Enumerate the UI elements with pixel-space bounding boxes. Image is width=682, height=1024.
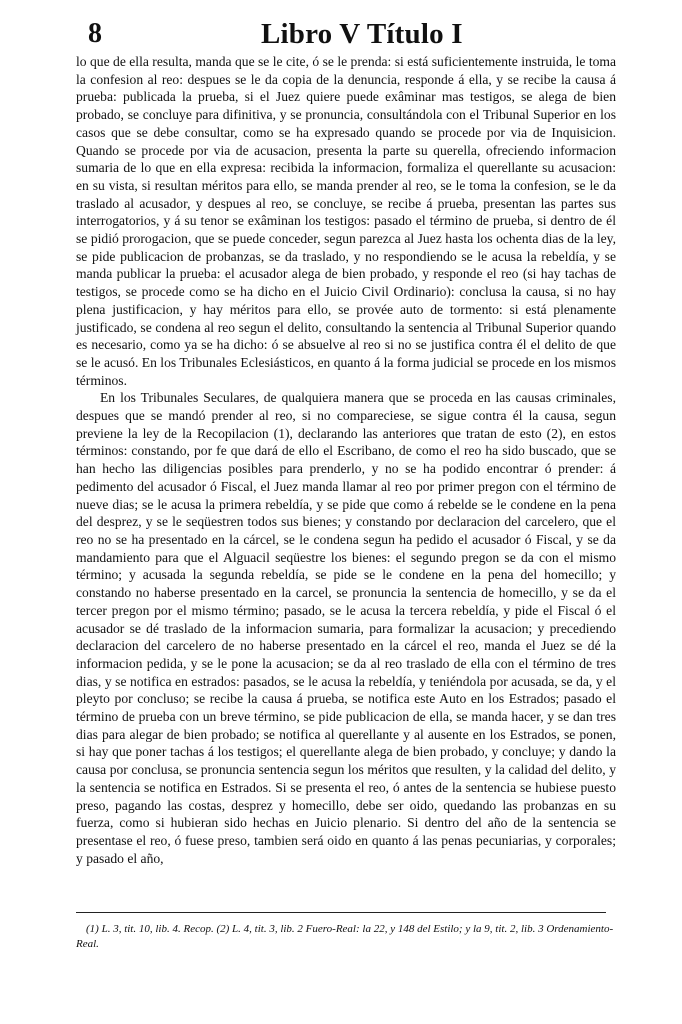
page-header <box>76 18 616 52</box>
page-number: 8 <box>88 18 102 49</box>
footnote-divider <box>76 912 606 913</box>
footnote-text: (1) L. 3, tit. 10, lib. 4. Recop. (2) L. 4, tit. 3, lib. 2 Fuero-Real: la 22, y 148 del Estilo; y la 9, tit. 2, lib. 3 Ordenamiento-Real. <box>76 923 614 950</box>
body-text <box>76 53 616 867</box>
body-paragraph: lo que de ella resulta, manda que se le cite, ó se le prenda: si está suficientemente instruida, le toma la confesion al reo: despues se le da copia de la denuncia, responde á ella, y se recibe la causa á prueba: publicada la prueba, si el Juez quiere puede exâminar mas testigos, se alega de bien probado, se concluye para difinitiva, y se pronuncia, consultándola con el Tribunal Superior en los casos que se debe consultar, como se ha expresado quando se procede por via de Inquisicion. Quando se procede por via de acusacion, presenta la parte su querella, ofreciendo informacion sumaria de lo que en ella expresa: recibida la informacion, formaliza el querellante su acusacion: en su vista, si resultan méritos para ello, se manda prender al reo, se le toma la confesion, se le da traslado al acusador, y despues al reo, se concluye, se recibe á prueba, presentan las partes sus interrogatorios, y á su tenor se exâminan los testigos: pasado el término de prueba, si dentro de él se pidió prorogacion, que se puede conceder, segun parezca al Juez hasta los ochenta dias de la ley, se pide publicacion de probanzas, se da traslado, y no respondiendo se le acusa la rebeldía, y se manda publicar la prueba: el acusador alega de bien probado, y responde el reo (si hay tachas de testigos, se procede como se ha dicho en el Juicio Civil Ordinario): conclusa la causa, si no hay plena justificacion, y hay méritos para ello, se provée auto de tormento: si está plenamente justificado, se condena al reo segun el delito, consultando la sentencia al Tribunal Superior quando es necesario, como ya se ha dicho: ó se absuelve al reo si no se justifica contra él el delito de que se le acusó. En los Tribunales Eclesiásticos, en quanto á la forma judicial se procede en los mismos términos. <box>76 54 616 388</box>
running-head: Libro V Título I <box>261 18 463 50</box>
book-page <box>76 0 616 1024</box>
body-paragraph: En los Tribunales Seculares, de qualquiera manera que se proceda en las causas criminales, despues que se mandó prender al reo, si no compareciese, se sigue contra él la causa, segun previene la ley de la Recopilacion (1), declarando las anteriores que tratan de esto (2), en estos términos: constando, por fe que dará de ello el Escribano, de como el reo ha sido buscado, que se han hecho las diligencias posibles para prenderlo, y no se ha podido encontrar ó prender: á pedimento del acusador ó Fiscal, el Juez manda llamar al reo por primer pregon con el término de nueve dias; se le acusa la primera rebeldía, y se pide que como á rebelde se le condene en la pena del desprez, y se le seqüestren todos sus bienes; y constando por declaracion del carcelero, que el reo no se ha presentado en la cárcel, se le condena segun ha pedido el acusador ó Fiscal, y se da mandamiento para que el Alguacil seqüestre los bienes: el segundo pregon se da con el mismo término; y acusada la segunda rebeldía, se pide se le condene en la pena del homecillo; y constando no haberse presentado en la carcel, se pronuncia la sentencia de homecillo, y se da el tercer pregon por el mismo término; pasado, se le acusa la tercera rebeldía, y pide el Fiscal ó el acusador se dé traslado de la informacion sumaria, para formalizar la acusacion; y precediendo declaracion del carcelero de no haberse presentado en la cárcel el reo, manda el Juez se dé la informacion pedida, y se le pone la acusacion; se da al reo traslado de ella con el término de tres dias, y se notifica en estrados: pasados, se le acusa la rebeldía, y teniéndola por acusada, se da, y el pleyto por concluso; se recibe la causa á prueba, se notifica este Auto en los Estrados; pasado el término de prueba con un breve término, se pide publicacion de ella, se manda hacer, y se dan tres dias para alegar de bien probado; se notifica al querellante y al ausente en los Estrados, se ponen, si hay que poner tachas á los testigos; el querellante alega de bien probado, y concluye; y dando la causa por conclusa, se pronuncia sentencia segun los méritos que resulten, y la calidad del delito, y la sentencia se notifica en Estrados. Si se presenta el reo, ó antes de la sentencia se hubiese puesto preso, pagando las costas, desprez y homecillo, debe ser oido, quedando las probanzas en su fuerza, como si hubieran sido hechas en Juicio plenario. Si dentro del año de la sentencia se presentase el reo, ó fuese preso, tambien será oido en quanto á las penas pecuniarias, y corporales; y pasado el año, <box>76 390 616 866</box>
footnotes <box>76 922 616 952</box>
